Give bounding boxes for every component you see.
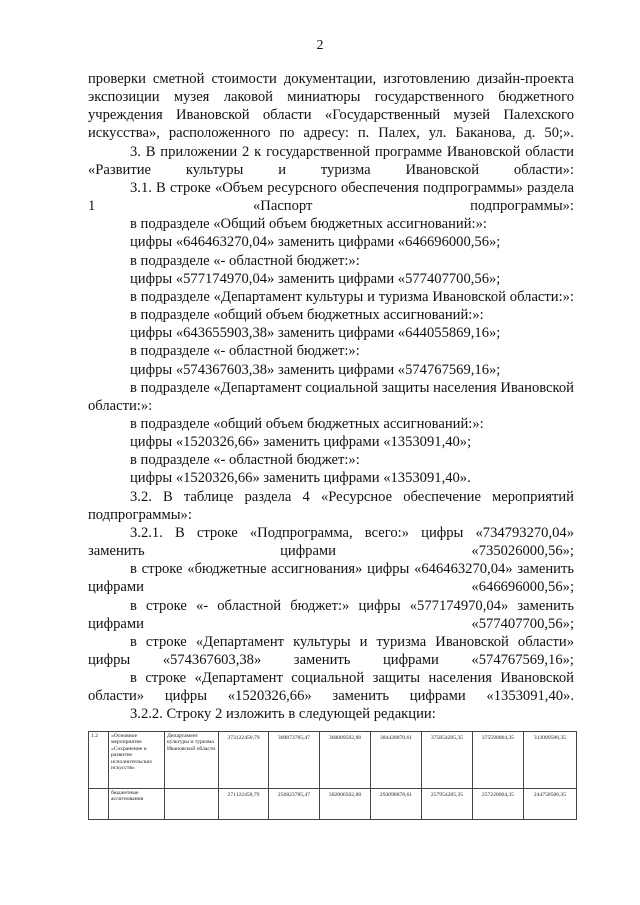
value-cell: 375854205,35 <box>422 732 473 789</box>
value-cell: 293098878,61 <box>371 789 422 820</box>
value-cell: 309873785,47 <box>269 732 320 789</box>
value-cell: 257220064,35 <box>473 789 524 820</box>
value-cell: 256823785,47 <box>269 789 320 820</box>
value-cell: 384428878,61 <box>371 732 422 789</box>
paragraph-replace: цифры «574367603,38» заменить цифрами «574767569,16»; <box>130 361 501 378</box>
paragraph-row-change: в строке «- областной бюджет:» цифры «577174970,04» заменить цифрами «577407700,56»; <box>88 597 574 632</box>
paragraph-subsection: в подразделе «общий объем бюджетных ассигнований:»: <box>130 415 484 432</box>
value-cell: 271122450,79 <box>219 789 269 820</box>
paragraph-replace: цифры «1520326,66» заменить цифрами «1353091,40»; <box>130 434 472 451</box>
paragraph-row-change: в строке «Департамент культуры и туризма Ивановской области» цифры «574367603,38» заменить цифрами «574767569,16»; <box>88 633 574 668</box>
measure-name-cell: «Основное мероприятие «Сохранение и развитие исполнительских искусств» <box>109 732 165 789</box>
paragraph-row-change: в строке «Департамент социальной защиты населения Ивановской области» цифры «1520326,66» заменить цифрами «1353091,40». <box>88 670 574 705</box>
resource-table <box>88 731 577 820</box>
executor-cell: Департамент культуры и туризма Ивановской области <box>165 732 219 789</box>
paragraph-subsection: в подразделе «Общий объем бюджетных ассигнований:»: <box>130 216 487 233</box>
table-row <box>89 789 577 820</box>
paragraph-subsection: в подразделе «Департамент социальной защиты населения Ивановской области:»: <box>88 379 574 414</box>
value-cell: 244758506,35 <box>524 789 577 820</box>
page-number: 2 <box>316 38 324 53</box>
paragraph-item-3-2: 3.2. В таблице раздела 4 «Ресурсное обеспечение мероприятий подпрограммы»: <box>88 488 574 523</box>
value-cell: 302806502,88 <box>320 789 371 820</box>
paragraph-replace: цифры «577174970,04» заменить цифрами «577407700,56»; <box>130 270 501 287</box>
paragraph-row-change: в строке «бюджетные ассигнования» цифры «646463270,04» заменить цифрами «646696000,56»; <box>88 561 574 596</box>
paragraph-replace: цифры «643655903,38» заменить цифрами «644055869,16»; <box>130 325 501 342</box>
value-cell: 313089506,35 <box>524 732 577 789</box>
paragraph-continuation: проверки сметной стоимости документации, изготовлению дизайн-проекта экспозиции музея лаковой миниатюры государственного бюджетного учреждения Ивановской области «Государственный музей Палехского искусства», расположенного по адресу: п. Палех, ул. Баканова, д. 50;». <box>88 71 574 142</box>
value-cell: 360089502,88 <box>320 732 371 789</box>
paragraph-subsection: в подразделе «- областной бюджет:»: <box>130 452 360 469</box>
row-number-cell: 1.2 <box>89 732 109 789</box>
paragraph-item-3-2-1: 3.2.1. В строке «Подпрограмма, всего:» цифры «734793270,04» заменить цифрами «735026000,56»; <box>88 524 574 560</box>
document-body <box>88 70 574 724</box>
value-cell: 257954205,35 <box>422 789 473 820</box>
value-cell: 375590064,35 <box>473 732 524 789</box>
paragraph-replace: цифры «646463270,04» заменить цифрами «646696000,56»; <box>130 234 501 251</box>
paragraph-replace: цифры «1520326,66» заменить цифрами «1353091,40». <box>130 470 471 487</box>
empty-cell <box>89 789 109 820</box>
value-cell: 373122450,79 <box>219 732 269 789</box>
paragraph-subsection: в подразделе «общий объем бюджетных ассигнований:»: <box>130 307 484 324</box>
paragraph-item-3-1: 3.1. В строке «Объем ресурсного обеспечения подпрограммы» раздела 1 «Паспорт подпрограммы»: <box>88 179 574 215</box>
paragraph-item-3-2-2: 3.2.2. Строку 2 изложить в следующей редакции: <box>130 706 436 723</box>
paragraph-item-3: 3. В приложении 2 к государственной программе Ивановской области «Развитие культуры и туризма Ивановской области»: <box>88 143 574 178</box>
empty-cell <box>165 789 219 820</box>
measure-name-cell: бюджетные ассигнования <box>109 789 165 820</box>
paragraph-subsection: в подразделе «- областной бюджет:»: <box>130 252 360 269</box>
table-row <box>89 732 577 789</box>
paragraph-subsection: в подразделе «- областной бюджет:»: <box>130 343 360 360</box>
paragraph-subsection: в подразделе «Департамент культуры и туризма Ивановской области:»: <box>130 288 574 305</box>
